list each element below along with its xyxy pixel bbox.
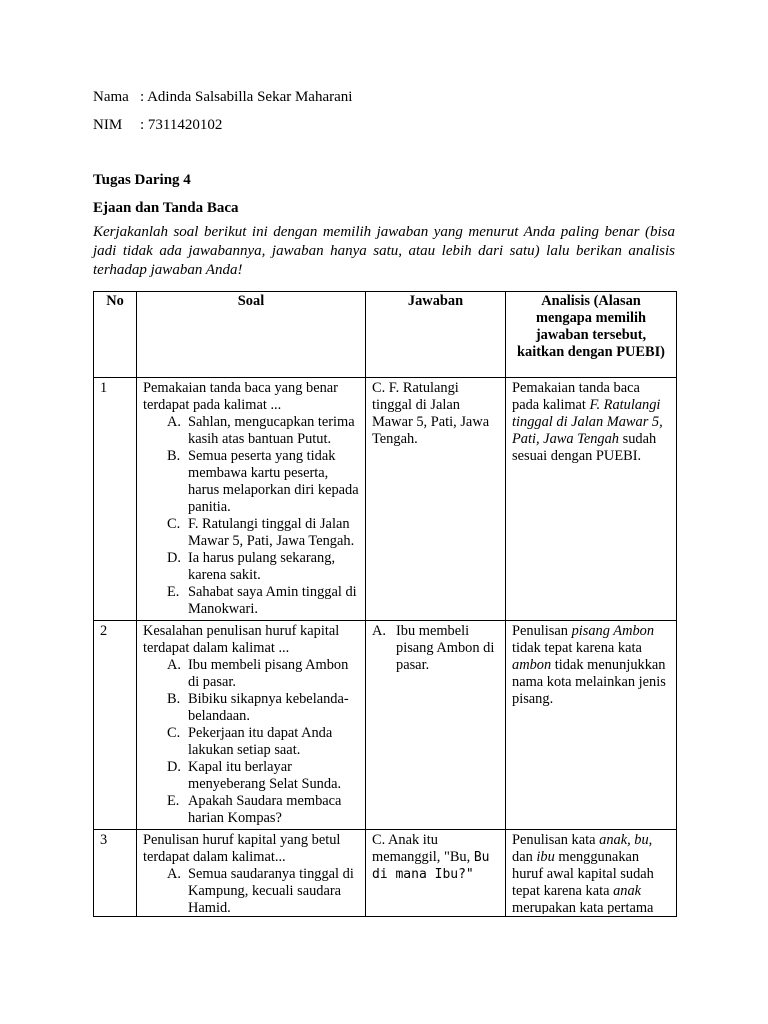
row-number: 2 [94, 621, 137, 830]
table-row [94, 378, 677, 621]
option-text: Sahlan, mengucapkan terima kasih atas bantuan Putut. [188, 414, 355, 447]
answer-text: Bu di mana Ibu?" [372, 850, 490, 882]
name-value: : Adinda Salsabilla Sekar Maharani [140, 89, 353, 105]
option-text: F. Ratulangi tinggal di Jalan Mawar 5, Pati, Jawa Tengah. [188, 516, 355, 549]
answer-cell [366, 621, 506, 830]
option-item [167, 725, 359, 759]
option-text: Semua saudaranya tinggal di Kampung, kecuali saudara Hamid. [188, 866, 354, 914]
row-number: 3 [94, 830, 137, 917]
table-header-row [94, 292, 677, 378]
option-text: Bibiku sikapnya kebelanda-belandaan. [188, 691, 349, 724]
nim-label: NIM [93, 117, 123, 133]
analysis-emphasis: F. Ratulangi tinggal di Jalan Mawar 5, Pati, Jawa Tengah [512, 397, 663, 447]
option-item [167, 691, 359, 725]
question-text: Pemakaian tanda baca yang benar terdapat pada kalimat ... [143, 380, 338, 413]
instructions: Kerjakanlah soal berikut ini dengan memilih jawaban yang menurut Anda paling benar (bisa jadi tidak ada jawabannya, jawaban hanya satu, atau lebih dari satu) lalu berikan analisis terhadap jawaban Anda! [93, 224, 675, 278]
question-cell [137, 621, 366, 830]
option-item [167, 516, 359, 550]
question-cell [137, 830, 366, 917]
analysis-text: Pemakaian tanda baca pada kalimat [512, 380, 640, 413]
option-list [143, 414, 359, 618]
option-text: Semua peserta yang tidak membawa kartu peserta, harus melaporkan diri kepada panitia. [188, 448, 359, 515]
analysis-emphasis: pisang Ambon [571, 623, 655, 639]
option-text: Pekerjaan itu dapat Anda lakukan setiap saat. [188, 725, 333, 758]
answer-table [93, 291, 677, 917]
option-text: Ia harus pulang sekarang, karena sakit. [188, 550, 336, 583]
option-letter: A. [167, 414, 181, 430]
nim-value: : 7311420102 [140, 117, 223, 133]
option-item [167, 584, 359, 618]
option-item [167, 414, 359, 448]
header-jawaban: Jawaban [366, 292, 506, 378]
analysis-text: menggunakan huruf awal kapital sudah tepat karena kata [512, 849, 654, 899]
question-text: Kesalahan penulisan huruf kapital terdapat dalam kalimat ... [143, 623, 340, 656]
header-soal: Soal [137, 292, 366, 378]
analysis-emphasis: ibu [536, 849, 555, 865]
analysis-text: Penulisan [512, 623, 572, 639]
option-item [167, 657, 359, 691]
option-item [167, 448, 359, 516]
option-letter: C. [167, 516, 181, 532]
assignment-subtitle: Ejaan dan Tanda Baca [93, 200, 239, 216]
analysis-text: dan [512, 849, 537, 865]
question-cell [137, 378, 366, 621]
question-text: Penulisan huruf kapital yang betul terdapat dalam kalimat... [143, 832, 341, 865]
analysis-cell [506, 378, 677, 621]
header-analisis: Analisis (Alasan mengapa memilih jawaban tersebut, kaitkan dengan PUEBI) [506, 292, 677, 378]
option-list [143, 657, 359, 827]
option-letter: A. [167, 866, 181, 882]
option-text: Kapal itu berlayar menyeberang Selat Sunda. [188, 759, 342, 792]
analysis-text: Penulisan kata [512, 832, 600, 848]
option-letter: D. [167, 550, 181, 566]
assignment-title: Tugas Daring 4 [93, 172, 191, 188]
option-text: Sahabat saya Amin tinggal di Manokwari. [188, 584, 357, 617]
option-item [167, 759, 359, 793]
analysis-clip [512, 832, 670, 914]
option-letter: D. [167, 759, 181, 775]
answer-item [372, 623, 499, 674]
option-item [167, 793, 359, 827]
answer-cell: C. F. Ratulangi tinggal di Jalan Mawar 5, Pati, Jawa Tengah. [366, 378, 506, 621]
option-item [167, 866, 359, 914]
analysis-text: sudah sesuai dengan PUEBI. [512, 431, 657, 464]
analysis-cell [506, 621, 677, 830]
answer-text: C. Anak itu memanggil, "Bu, [372, 832, 474, 865]
answer-text: Ibu membeli pisang Ambon di pasar. [396, 623, 495, 673]
nim-line [93, 116, 222, 135]
name-line [93, 88, 352, 107]
option-list [143, 866, 359, 914]
option-letter: E. [167, 793, 180, 809]
header-no: No [94, 292, 137, 378]
option-letter: B. [167, 691, 181, 707]
option-letter: E. [167, 584, 180, 600]
option-letter: C. [167, 725, 181, 741]
option-text: Apakah Saudara membaca harian Kompas? [188, 793, 342, 826]
analysis-text: merupakan kata pertama [512, 900, 654, 914]
analysis-emphasis: ambon [512, 657, 552, 673]
table-row [94, 830, 677, 917]
analysis-text: tidak menunjukkan nama kota melainkan jenis pisang. [512, 657, 666, 707]
table-row [94, 621, 677, 830]
option-item [167, 550, 359, 584]
name-label: Nama [93, 89, 129, 105]
analysis-text: tidak tepat karena kata [512, 640, 642, 656]
answer-cell [366, 830, 506, 917]
option-letter: A. [167, 657, 181, 673]
analysis-emphasis: anak, bu, [599, 832, 653, 848]
question-clip [143, 832, 359, 914]
answer-letter: A. [372, 623, 386, 639]
analysis-emphasis: anak [613, 883, 642, 899]
row-number: 1 [94, 378, 137, 621]
option-letter: B. [167, 448, 181, 464]
option-text: Ibu membeli pisang Ambon di pasar. [188, 657, 349, 690]
analysis-cell [506, 830, 677, 917]
